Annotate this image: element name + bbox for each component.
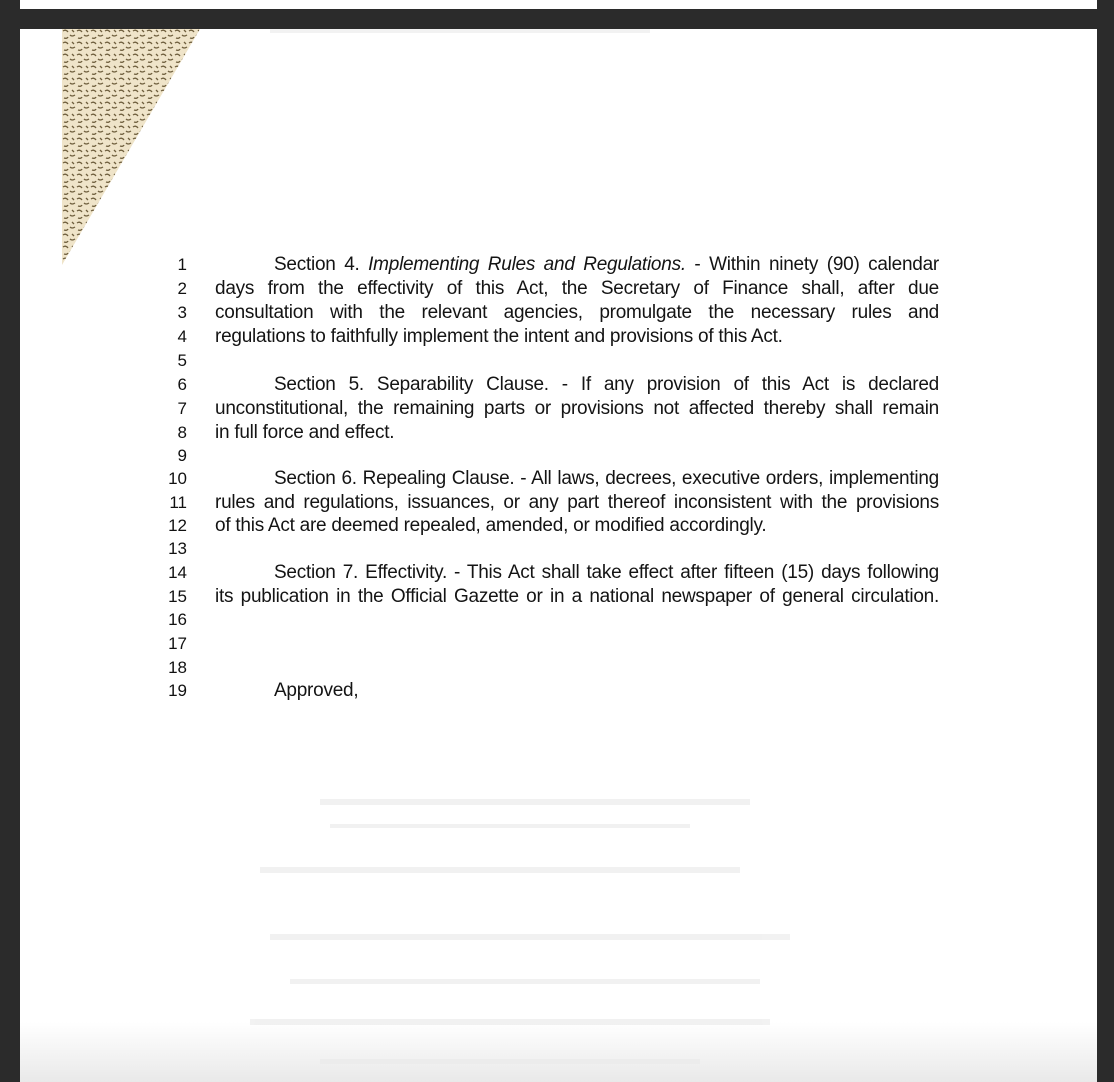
section-heading: Section 4. (274, 254, 369, 275)
line-number: 9 (177, 446, 187, 465)
document-line (20, 467, 1097, 490)
line-number: 13 (168, 539, 187, 558)
line-number: 8 (177, 423, 187, 442)
document-line (20, 349, 1097, 372)
section-title: Implementing Rules and Regulations. (368, 254, 686, 275)
line-text: of this Act are deemed repealed, amended, or modified accordingly. (215, 515, 767, 536)
line-number: 7 (177, 399, 187, 418)
line-text: in full force and effect. (215, 422, 395, 443)
line-number: 5 (177, 351, 187, 370)
document-line (20, 537, 1097, 560)
line-number: 18 (168, 658, 187, 677)
line-text (215, 253, 939, 276)
line-number: 19 (168, 681, 187, 700)
line-number: 16 (168, 610, 187, 629)
line-number: 10 (168, 469, 187, 488)
line-number: 2 (177, 279, 187, 298)
section-text: - Within ninety (90) calendar (685, 254, 939, 275)
document-line (20, 301, 1097, 324)
document-line (20, 679, 1097, 702)
line-text: Section 7. Effectivity. - This Act shall take effect after fifteen (15) days following (274, 562, 939, 583)
document-line (20, 632, 1097, 655)
line-text: unconstitutional, the remaining parts or provisions not affected thereby shall remain (215, 398, 939, 419)
document-line (20, 444, 1097, 467)
line-text: rules and regulations, issuances, or any part thereof inconsistent with the provisions (215, 492, 939, 513)
line-number: 11 (169, 493, 187, 512)
document-line (20, 608, 1097, 631)
document-line (20, 277, 1097, 300)
document-line (20, 585, 1097, 608)
line-number: 3 (177, 303, 187, 322)
document-line (20, 656, 1097, 679)
line-text: its publication in the Official Gazette or in a national newspaper of general circulation. (215, 586, 939, 607)
line-text: Section 6. Repealing Clause. - All laws, decrees, executive orders, implementing (274, 468, 939, 489)
document-line (20, 421, 1097, 444)
line-number: 4 (177, 327, 187, 346)
line-number: 12 (168, 516, 187, 535)
document-line (20, 373, 1097, 396)
line-number: 15 (168, 587, 187, 606)
line-number: 17 (168, 634, 187, 653)
line-text: Approved, (274, 680, 359, 701)
line-text: regulations to faithfully implement the intent and provisions of this Act. (215, 326, 783, 347)
line-number: 14 (168, 563, 187, 582)
line-text: days from the effectivity of this Act, the Secretary of Finance shall, after due (215, 278, 939, 299)
line-text: consultation with the relevant agencies, promulgate the necessary rules and (215, 302, 939, 323)
document-line (20, 253, 1097, 276)
document-page (20, 29, 1097, 1082)
document-line (20, 325, 1097, 348)
page-bottom-shade (20, 1022, 1097, 1082)
document-line (20, 514, 1097, 537)
document-line (20, 561, 1097, 584)
line-text: Section 5. Separability Clause. - If any provision of this Act is declared (274, 374, 939, 395)
line-number: 1 (177, 255, 187, 274)
line-number: 6 (177, 375, 187, 394)
document-line (20, 491, 1097, 514)
corner-paper-texture (62, 29, 202, 265)
previous-page-edge (20, 0, 1097, 9)
document-line (20, 397, 1097, 420)
